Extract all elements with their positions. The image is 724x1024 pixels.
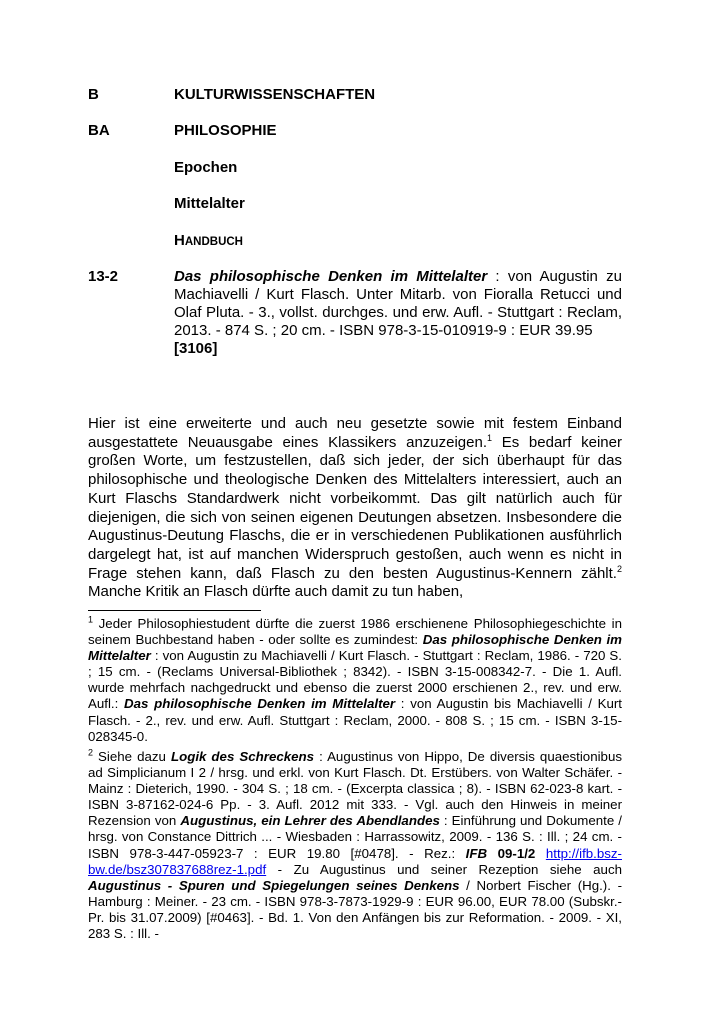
footnote-number: 1 [88,614,94,625]
footnote-text: - Zu Augustinus und seiner Rezeption siehe auch [266,861,622,877]
footnote-text: : Einführung und Dokumente / hrsg. von Constance Dittrich ... - Wiesbaden : Harrassowitz, 2009. - 136 S. : Ill. ; 24 cm. - ISBN 978-3-447-05923-7 : EUR 19.80 [#0478]. - Rez.: [88,813,622,861]
entry-code: 13-2 [88,268,119,285]
footnote-title: Augustinus - Spuren und Spiegelungen seines Denkens [88,877,460,893]
subheading-text [174,232,243,251]
section-code: B [88,86,99,103]
section-title: KULTURWISSENSCHAFTEN [174,86,376,103]
entry-details: : von Augustin zu Machiavelli / Kurt Flasch. Unter Mitarb. von Fioralla Retucci und Olaf Pluta. - 3., vollst. durchges. und erw. Aufl. - Stuttgart : Reclam, 2013. - 874 S. ; 20 cm. - ISBN 978-3-15-010919-9 : EUR 39.95 [174,268,622,339]
section-code: BA [88,122,110,139]
footnote-issue: 09-1/2 [487,845,536,861]
footnote-text: / Norbert Fischer (Hg.). - Hamburg : Meiner. - 23 cm. - ISBN 978-3-7873-1929-9 : EUR 96.00, EUR 78.00 (Subskr.-Pr. bis 31.07.2009) [#0463]. - Bd. 1. Von den Anfängen bis zur Reformation. - 2009. - XI, 283 S. : Ill. - [88,877,622,942]
entry-title: Das philosophische Denken im Mittelalter [174,268,488,285]
footnote-title: Das philosophische Denken im Mittelalter [88,632,622,664]
body-text: Manche Kritik an Flasch dürfte auch damit zu tun haben, [88,583,464,601]
footnote-ref-2[interactable]: 2 [616,563,622,574]
footnote-text: : Augustinus von Hippo, De diversis quaestionibus ad Simplicianum I 2 / hrsg. und erkl. von Kurt Flasch. Dt. Erstübers. von Walter Schäfer. - Mainz : Dieterich, 1990. - 304 S. ; 18 cm. - (Excerpta classica ; 8). - ISBN 62-023-8 kart. - ISBN 3-87162-024-6 Pp. - 3. Aufl. 2012 mit 333. - Vgl. auch den Hinweis in meiner Rezension von [88,749,622,829]
footnote-text [535,846,546,861]
footnote-journal: IFB [465,845,488,861]
footnote-divider [88,610,261,611]
section-title: PHILOSOPHIE [174,122,277,139]
entry-ref: [3106] [174,340,218,357]
footnote-title: Logik des Schreckens [170,749,315,764]
subheading-text: Mittelalter [174,195,245,212]
subheading-text: Epochen [174,159,238,176]
smallcaps-rest: ANDBUCH [184,236,243,248]
footnote-title: Das philosophische Denken im Mittelalter [124,696,396,712]
footnote-text: : von Augustin zu Machiavelli / Kurt Flasch. - Stuttgart : Reclam, 1986. - 720 S. ; 15 cm. - (Reclams Universal-Bibliothek ; 8342). - ISBN 3-15-008342-7. - Die 1. Aufl. wurde mehrfach nachgedruckt und ebenso die zuerst 2000 erschienen 2., rev. und erw. Aufl.: [88,648,622,712]
footnote-2 [88,749,622,942]
body-text: Es bedarf keiner großen Worte, um festzustellen, daß sich jeder, der sich überhaupt für das philosophische und theologische Denken des Mittelalters interessiert, auch an Kurt Flaschs Standardwerk nicht vorbeikommt. Das gilt natürlich auch für diejenigen, die sich von seinen eigenen Deutungen absetzen. Insbesondere die Augustinus-Deutung Flaschs, die er in verschiedenen Publikationen ausführlich dargelegt hat, ist auf manchen Widerspruch gestoßen, auch wenn es nicht in Frage stehen kann, daß Flasch zu den besten Augustinus-Kennern zählt. [88,433,622,582]
footnote-text: : von Augustin bis Machiavelli / Kurt Flasch. - 2., rev. und erw. Aufl. Stuttgart : Reclam, 2000. - 808 S. ; 15 cm. - ISBN 3-15-028345-0. [88,696,623,744]
review-link[interactable]: http://ifb.bsz-bw.de/bsz307837688rez-1.pdf [88,845,622,877]
smallcaps-initial: H [174,232,185,249]
body-paragraph [88,415,622,602]
footnote-title: Augustinus, ein Lehrer des Abendlandes [180,813,440,829]
body-text: Hier ist eine erweiterte und auch neu gesetzte sowie mit festem Einband ausgestattete Neuausgabe eines Klassikers anzuzeigen. [88,415,622,451]
footnote-ref-1[interactable]: 1 [487,432,493,443]
footnote-text: Jeder Philosophiestudent dürfte die zuerst 1986 erschienene Philosophiegeschichte in seinem Buchbestand haben - oder sollte es zumindest: [88,616,622,648]
footnote-number: 2 [88,747,94,758]
footnote-text: Siehe dazu [93,749,171,764]
bibliographic-entry [88,268,622,358]
footnote-1 [88,616,622,745]
